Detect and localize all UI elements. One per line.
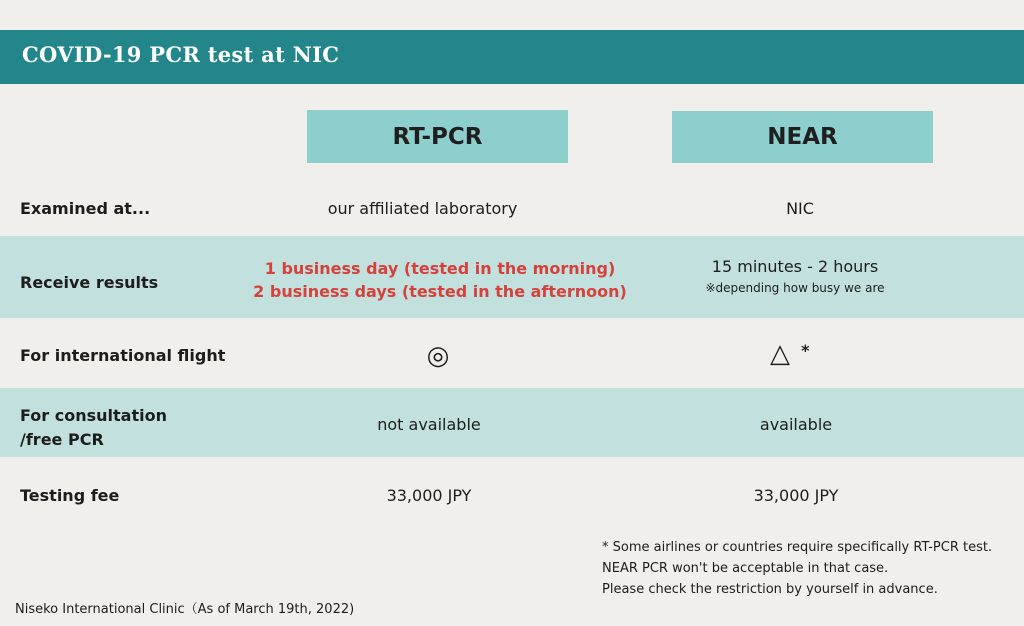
cell-near-fee: 33,000 JPY bbox=[753, 486, 839, 505]
page-title: COVID-19 PCR test at NIC bbox=[22, 42, 340, 67]
triangle-icon: △ bbox=[770, 339, 790, 369]
results-rtpcr-morning: 1 business day (tested in the morning) bbox=[264, 259, 616, 278]
cell-rtpcr-consultation: not available bbox=[377, 415, 481, 434]
cell-near-international bbox=[770, 341, 840, 367]
results-near-note: ※depending how busy we are bbox=[705, 281, 885, 295]
row-label-examined: Examined at... bbox=[20, 199, 151, 218]
cell-near-examined: NIC bbox=[786, 199, 814, 218]
column-header-rtpcr: RT-PCR bbox=[307, 110, 568, 163]
footnote-line2: NEAR PCR won't be acceptable in that case. bbox=[602, 561, 889, 576]
clinic-credit: Niseko International Clinic（As of March 19th, 2022) bbox=[15, 602, 355, 617]
row-label-fee: Testing fee bbox=[20, 486, 120, 505]
title-banner bbox=[0, 30, 1024, 84]
asterisk-note-marker: * bbox=[801, 341, 810, 360]
consultation-label-line1: For consultation bbox=[20, 406, 167, 425]
row-label-international: For international flight bbox=[20, 346, 226, 365]
double-circle-icon: ◎ bbox=[426, 341, 450, 371]
footnote-line1: * Some airlines or countries require specifically RT-PCR test. bbox=[602, 540, 993, 555]
cell-rtpcr-fee: 33,000 JPY bbox=[386, 486, 472, 505]
cell-rtpcr-results bbox=[240, 257, 640, 303]
cell-near-consultation: available bbox=[759, 415, 833, 434]
cell-near-results bbox=[665, 256, 925, 298]
results-rtpcr-afternoon: 2 business days (tested in the afternoon) bbox=[253, 282, 627, 301]
footnote bbox=[602, 537, 992, 600]
row-label-consultation bbox=[20, 404, 167, 452]
column-header-near: NEAR bbox=[672, 111, 933, 163]
results-near-duration: 15 minutes - 2 hours bbox=[711, 257, 879, 276]
cell-rtpcr-examined: our affiliated laboratory bbox=[327, 199, 518, 218]
consultation-label-line2: /free PCR bbox=[20, 430, 104, 449]
row-label-results: Receive results bbox=[20, 273, 159, 292]
footnote-line3: Please check the restriction by yourself in advance. bbox=[602, 582, 938, 597]
